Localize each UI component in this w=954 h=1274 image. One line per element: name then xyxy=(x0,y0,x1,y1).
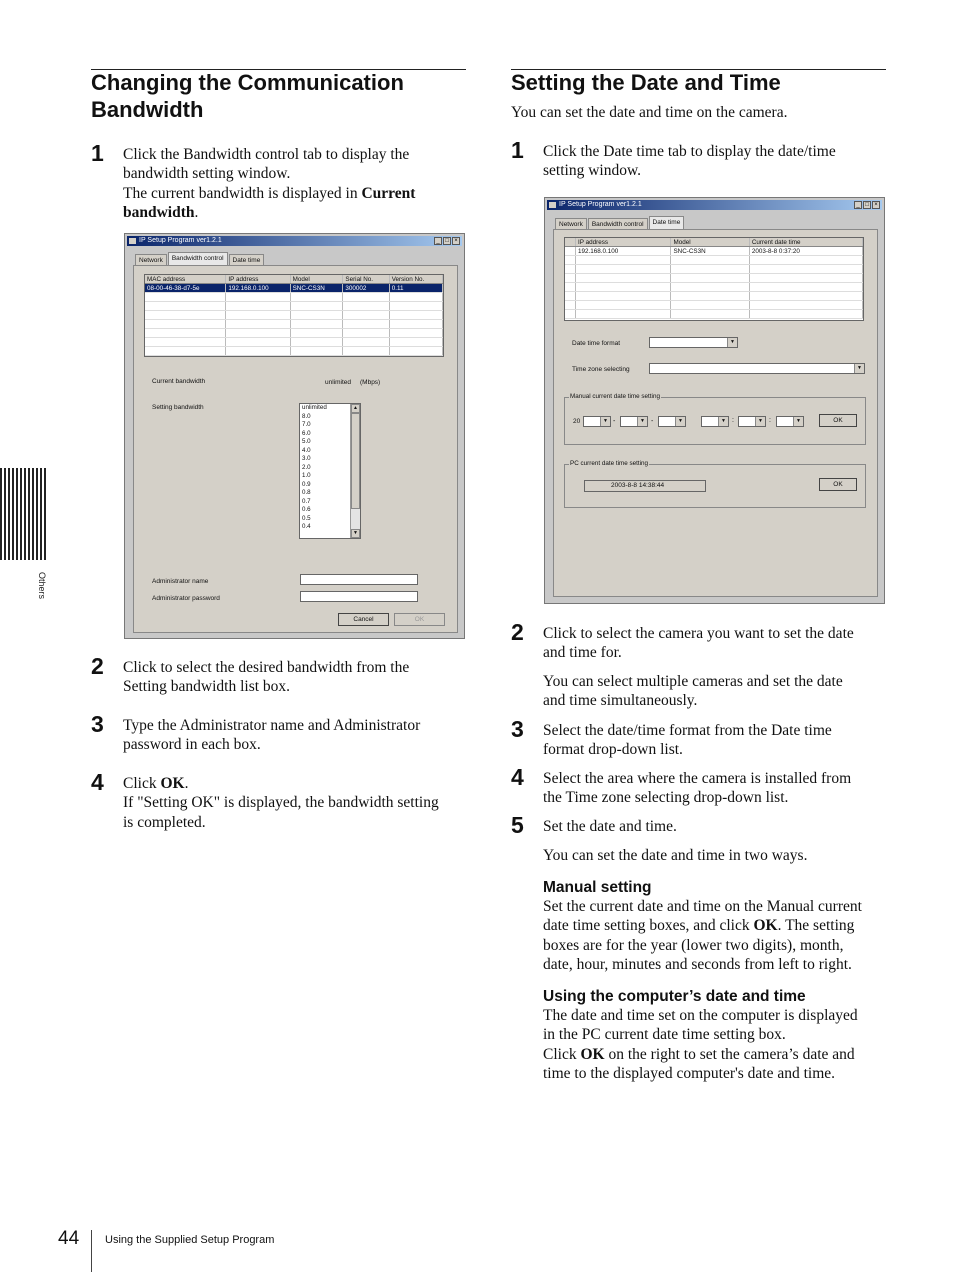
right-step-2-number: 2 xyxy=(511,619,524,645)
current-bandwidth-value: unlimited xyxy=(325,379,352,386)
right-step-5-number: 5 xyxy=(511,812,524,838)
time-zone-label: Time zone selecting xyxy=(572,366,630,373)
admin-password-label: Administrator password xyxy=(152,595,220,602)
list-item[interactable]: 7.0 xyxy=(302,421,311,428)
right-step-4-number: 4 xyxy=(511,764,524,790)
list-item[interactable]: 0.4 xyxy=(302,523,311,530)
setting-bandwidth-label: Setting bandwidth xyxy=(152,404,204,411)
admin-name-input[interactable] xyxy=(300,574,418,585)
list-item[interactable]: 4.0 xyxy=(302,446,311,454)
list-item[interactable]: 8.0 xyxy=(302,412,311,420)
window-titlebar: IP Setup Program ver1.2.1 _ □ × xyxy=(547,200,882,210)
time-zone-dropdown[interactable] xyxy=(649,363,865,374)
left-step-2-number: 2 xyxy=(91,653,104,679)
minute-dropdown[interactable] xyxy=(738,416,766,427)
close-icon[interactable]: × xyxy=(452,237,460,245)
day-dropdown[interactable] xyxy=(658,416,686,427)
col-model[interactable]: Model xyxy=(671,238,749,247)
footer-section: Using the Supplied Setup Program xyxy=(105,1234,275,1246)
right-step-4-text: Select the area where the camera is installed from the Time zone selecting drop-down list. xyxy=(543,770,852,807)
month-dropdown[interactable] xyxy=(620,416,648,427)
computer-datetime-heading: Using the computer’s date and time xyxy=(543,988,806,1005)
col-ip[interactable]: IP address xyxy=(226,275,290,284)
datetime-window xyxy=(544,197,885,604)
year-prefix: 20 xyxy=(573,418,581,425)
tab-date-time[interactable]: Date time xyxy=(649,216,685,230)
page-number: 44 xyxy=(58,1228,80,1249)
computer-datetime-text: The date and time set on the computer is displayed in the PC current date time setting box. Click OK on the right to set the camera’s date and time to the displayed computer's date and time. xyxy=(543,1007,858,1082)
camera-list[interactable] xyxy=(564,237,864,321)
list-item[interactable]: 2.0 xyxy=(302,463,311,471)
right-step-1-number: 1 xyxy=(511,137,524,163)
right-section-title: Setting the Date and Time xyxy=(511,70,781,95)
setting-bandwidth-listbox[interactable] xyxy=(299,403,361,539)
left-step-1-text: Click the Bandwidth control tab to display the bandwidth setting window. The current bandwidth is displayed in Current bandwidth. xyxy=(123,146,416,221)
list-item[interactable]: 0.9 xyxy=(302,480,311,488)
manual-ok-button[interactable]: OK xyxy=(819,414,857,427)
current-bandwidth-label: Current bandwidth xyxy=(152,378,206,385)
manual-setting-heading: Manual setting xyxy=(543,879,652,896)
side-tab-bars xyxy=(0,468,46,560)
col-model[interactable]: Model xyxy=(290,275,343,284)
camera-list[interactable] xyxy=(144,274,444,357)
second-dropdown[interactable] xyxy=(776,416,804,427)
hour-dropdown[interactable] xyxy=(701,416,729,427)
col-current-date-time[interactable]: Current date time xyxy=(749,238,862,247)
col-version[interactable]: Version No. xyxy=(389,275,442,284)
chevron-down-icon: ▼ xyxy=(727,338,737,347)
list-item[interactable]: 0.6 xyxy=(302,506,311,513)
right-step-3-number: 3 xyxy=(511,716,524,742)
date-format-label: Date time format xyxy=(572,340,621,347)
datetime-panel xyxy=(553,229,878,597)
right-step-5-text: Set the date and time. xyxy=(543,818,677,835)
chevron-down-icon: ▼ xyxy=(793,417,803,426)
pc-datetime-group: PC current date time setting 2003-8-8 14:38:44 OK xyxy=(564,464,866,508)
tab-network[interactable]: Network xyxy=(555,218,587,232)
right-step-3-text: Select the date/time format from the Date time format drop-down list. xyxy=(543,722,832,759)
col-ip[interactable]: IP address xyxy=(576,238,671,247)
chevron-down-icon: ▼ xyxy=(854,364,864,373)
app-icon xyxy=(549,202,556,208)
left-step-1-number: 1 xyxy=(91,140,104,166)
left-step-3-number: 3 xyxy=(91,711,104,737)
current-bandwidth-unit: (Mbps) xyxy=(360,379,381,386)
list-item[interactable]: unlimited xyxy=(302,404,327,411)
list-item[interactable]: 0.5 xyxy=(302,514,311,522)
list-item[interactable]: 6.0 xyxy=(302,429,311,437)
close-icon[interactable]: × xyxy=(872,201,880,209)
app-icon xyxy=(129,238,136,244)
list-item[interactable]: 1.0 xyxy=(302,472,311,479)
list-item[interactable]: 3.0 xyxy=(302,455,311,462)
ok-button[interactable]: OK xyxy=(394,613,445,626)
left-step-3-text: Type the Administrator name and Administrator password in each box. xyxy=(123,717,421,754)
chevron-down-icon: ▼ xyxy=(600,417,610,426)
window-titlebar: IP Setup Program ver1.2.1 _ □ × xyxy=(127,236,462,246)
scroll-thumb[interactable] xyxy=(351,413,360,509)
maximize-icon[interactable]: □ xyxy=(863,201,871,209)
table-row[interactable]: 08-00-46-38-d7-5e 192.168.0.100 SNC-CS3N 300002 0.11 xyxy=(145,284,443,293)
right-step-2-text: Click to select the camera you want to set the date and time for. xyxy=(543,625,854,662)
listbox-scrollbar[interactable] xyxy=(350,404,360,538)
bandwidth-panel xyxy=(133,265,458,633)
bandwidth-window xyxy=(124,233,465,639)
chevron-down-icon: ▼ xyxy=(637,417,647,426)
footer-rule xyxy=(91,1230,92,1272)
left-step-4-number: 4 xyxy=(91,769,104,795)
right-intro: You can set the date and time on the camera. xyxy=(511,104,788,121)
chevron-down-icon: ▼ xyxy=(675,417,685,426)
left-step-4-text: Click OK. If "Setting OK" is displayed, the bandwidth setting is completed. xyxy=(123,775,439,831)
admin-password-input[interactable] xyxy=(300,591,418,602)
pc-ok-button[interactable]: OK xyxy=(819,478,857,491)
scroll-up-icon[interactable]: ▲ xyxy=(351,404,360,413)
side-tab-label: Others xyxy=(37,572,47,600)
chevron-down-icon: ▼ xyxy=(718,417,728,426)
minimize-icon[interactable]: _ xyxy=(434,237,442,245)
pc-datetime-display: 2003-8-8 14:38:44 xyxy=(584,480,706,492)
left-section-title: Changing the Communication Bandwidth xyxy=(91,70,404,122)
tab-bandwidth-control[interactable]: Bandwidth control xyxy=(168,252,228,266)
col-mac[interactable]: MAC address xyxy=(145,275,226,284)
tab-network[interactable]: Network xyxy=(135,254,167,268)
table-row[interactable]: 192.168.0.100 SNC-CS3N 2003-8-8 0:37:20 xyxy=(565,247,863,256)
list-item[interactable]: 0.8 xyxy=(302,489,311,496)
minimize-icon[interactable]: _ xyxy=(854,201,862,209)
admin-name-label: Administrator name xyxy=(152,578,209,585)
left-step-2-text: Click to select the desired bandwidth from the Setting bandwidth list box. xyxy=(123,659,410,696)
year-dropdown[interactable] xyxy=(583,416,611,427)
cancel-button[interactable]: Cancel xyxy=(338,613,389,626)
chevron-down-icon: ▼ xyxy=(755,417,765,426)
maximize-icon[interactable]: □ xyxy=(443,237,451,245)
tab-date-time[interactable]: Date time xyxy=(229,254,265,268)
right-step-5-note: You can set the date and time in two ways. xyxy=(543,847,808,864)
right-step-2-note: You can select multiple cameras and set the date and time simultaneously. xyxy=(543,673,843,710)
manual-datetime-group: Manual current date time setting 20 ▼ - ▼ - ▼ ▼ : ▼ : ▼ OK xyxy=(564,397,866,445)
scroll-down-icon[interactable]: ▼ xyxy=(351,529,360,538)
right-step-1-text: Click the Date time tab to display the date/time setting window. xyxy=(543,143,836,180)
tab-bandwidth-control[interactable]: Bandwidth control xyxy=(588,218,648,232)
date-format-dropdown[interactable] xyxy=(649,337,738,348)
manual-setting-text: Set the current date and time on the Manual current date time setting boxes, and click OK. The setting boxes are for the year (lower two digits), month, date, hour, minutes and seconds from left to right. xyxy=(543,898,862,973)
list-item[interactable]: 5.0 xyxy=(302,438,311,445)
list-item[interactable]: 0.7 xyxy=(302,497,311,505)
col-serial[interactable]: Serial No. xyxy=(343,275,389,284)
